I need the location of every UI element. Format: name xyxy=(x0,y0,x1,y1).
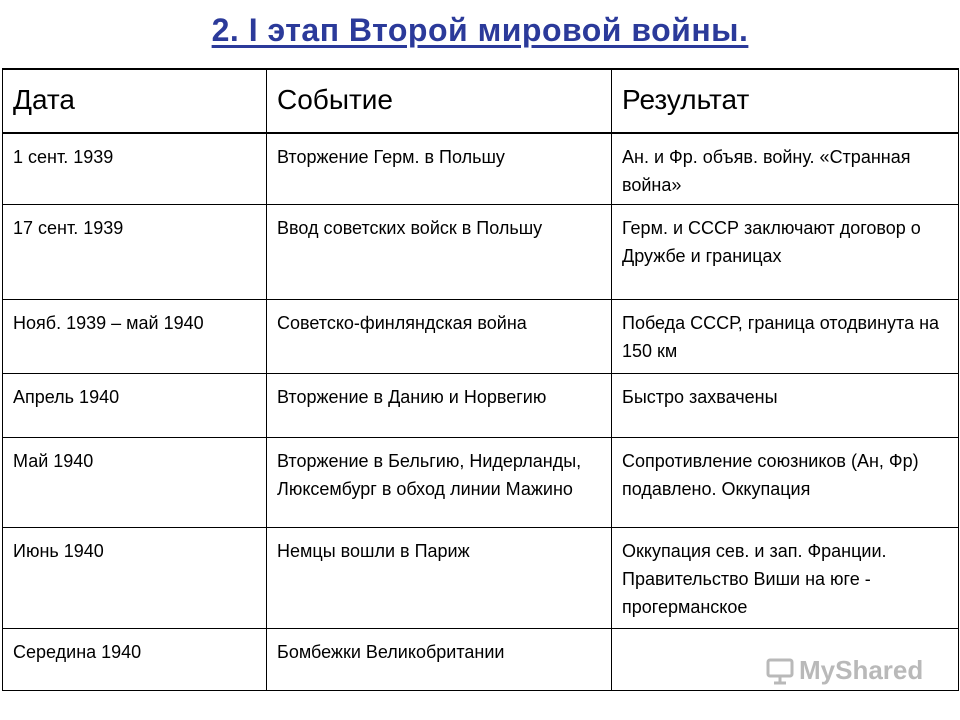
cell-result: Оккупация сев. и зап. Франции. Правительство Виши на юге - прогерманское xyxy=(612,527,959,628)
cell-result: Быстро захвачены xyxy=(612,373,959,437)
watermark-text: MyShared xyxy=(799,655,924,685)
table-row xyxy=(3,204,959,299)
cell-event: Бомбежки Великобритании xyxy=(267,628,612,690)
cell-date: Май 1940 xyxy=(3,437,267,527)
cell-result: Ан. и Фр. объяв. войну. «Странная война» xyxy=(612,133,959,204)
cell-event: Немцы вошли в Париж xyxy=(267,527,612,628)
table-row xyxy=(3,299,959,373)
cell-event: Вторжение в Данию и Норвегию xyxy=(267,373,612,437)
header-result: Результат xyxy=(612,69,959,133)
cell-event: Советско-финляндская война xyxy=(267,299,612,373)
cell-event: Вторжение Герм. в Польшу xyxy=(267,133,612,204)
cell-result: Сопротивление союзников (Ан, Фр) подавлено. Оккупация xyxy=(612,437,959,527)
table-header-row xyxy=(3,69,959,133)
cell-date: Июнь 1940 xyxy=(3,527,267,628)
header-event: Событие xyxy=(267,69,612,133)
table-row xyxy=(3,133,959,204)
presentation-board-icon xyxy=(765,656,795,686)
myshared-watermark xyxy=(765,655,923,686)
cell-date: Нояб. 1939 – май 1940 xyxy=(3,299,267,373)
table-row xyxy=(3,373,959,437)
table-row xyxy=(3,527,959,628)
cell-date: 1 сент. 1939 xyxy=(3,133,267,204)
cell-result: Герм. и СССР заключают договор о Дружбе и границах xyxy=(612,204,959,299)
cell-event: Вторжение в Бельгию, Нидерланды, Люксембург в обход линии Мажино xyxy=(267,437,612,527)
cell-date: 17 сент. 1939 xyxy=(3,204,267,299)
cell-result: Победа СССР, граница отодвинута на 150 км xyxy=(612,299,959,373)
events-table xyxy=(2,68,959,691)
table-row xyxy=(3,437,959,527)
cell-date: Середина 1940 xyxy=(3,628,267,690)
header-date: Дата xyxy=(3,69,267,133)
slide-title: 2. I этап Второй мировой войны. xyxy=(211,12,749,48)
cell-date: Апрель 1940 xyxy=(3,373,267,437)
cell-event: Ввод советских войск в Польшу xyxy=(267,204,612,299)
